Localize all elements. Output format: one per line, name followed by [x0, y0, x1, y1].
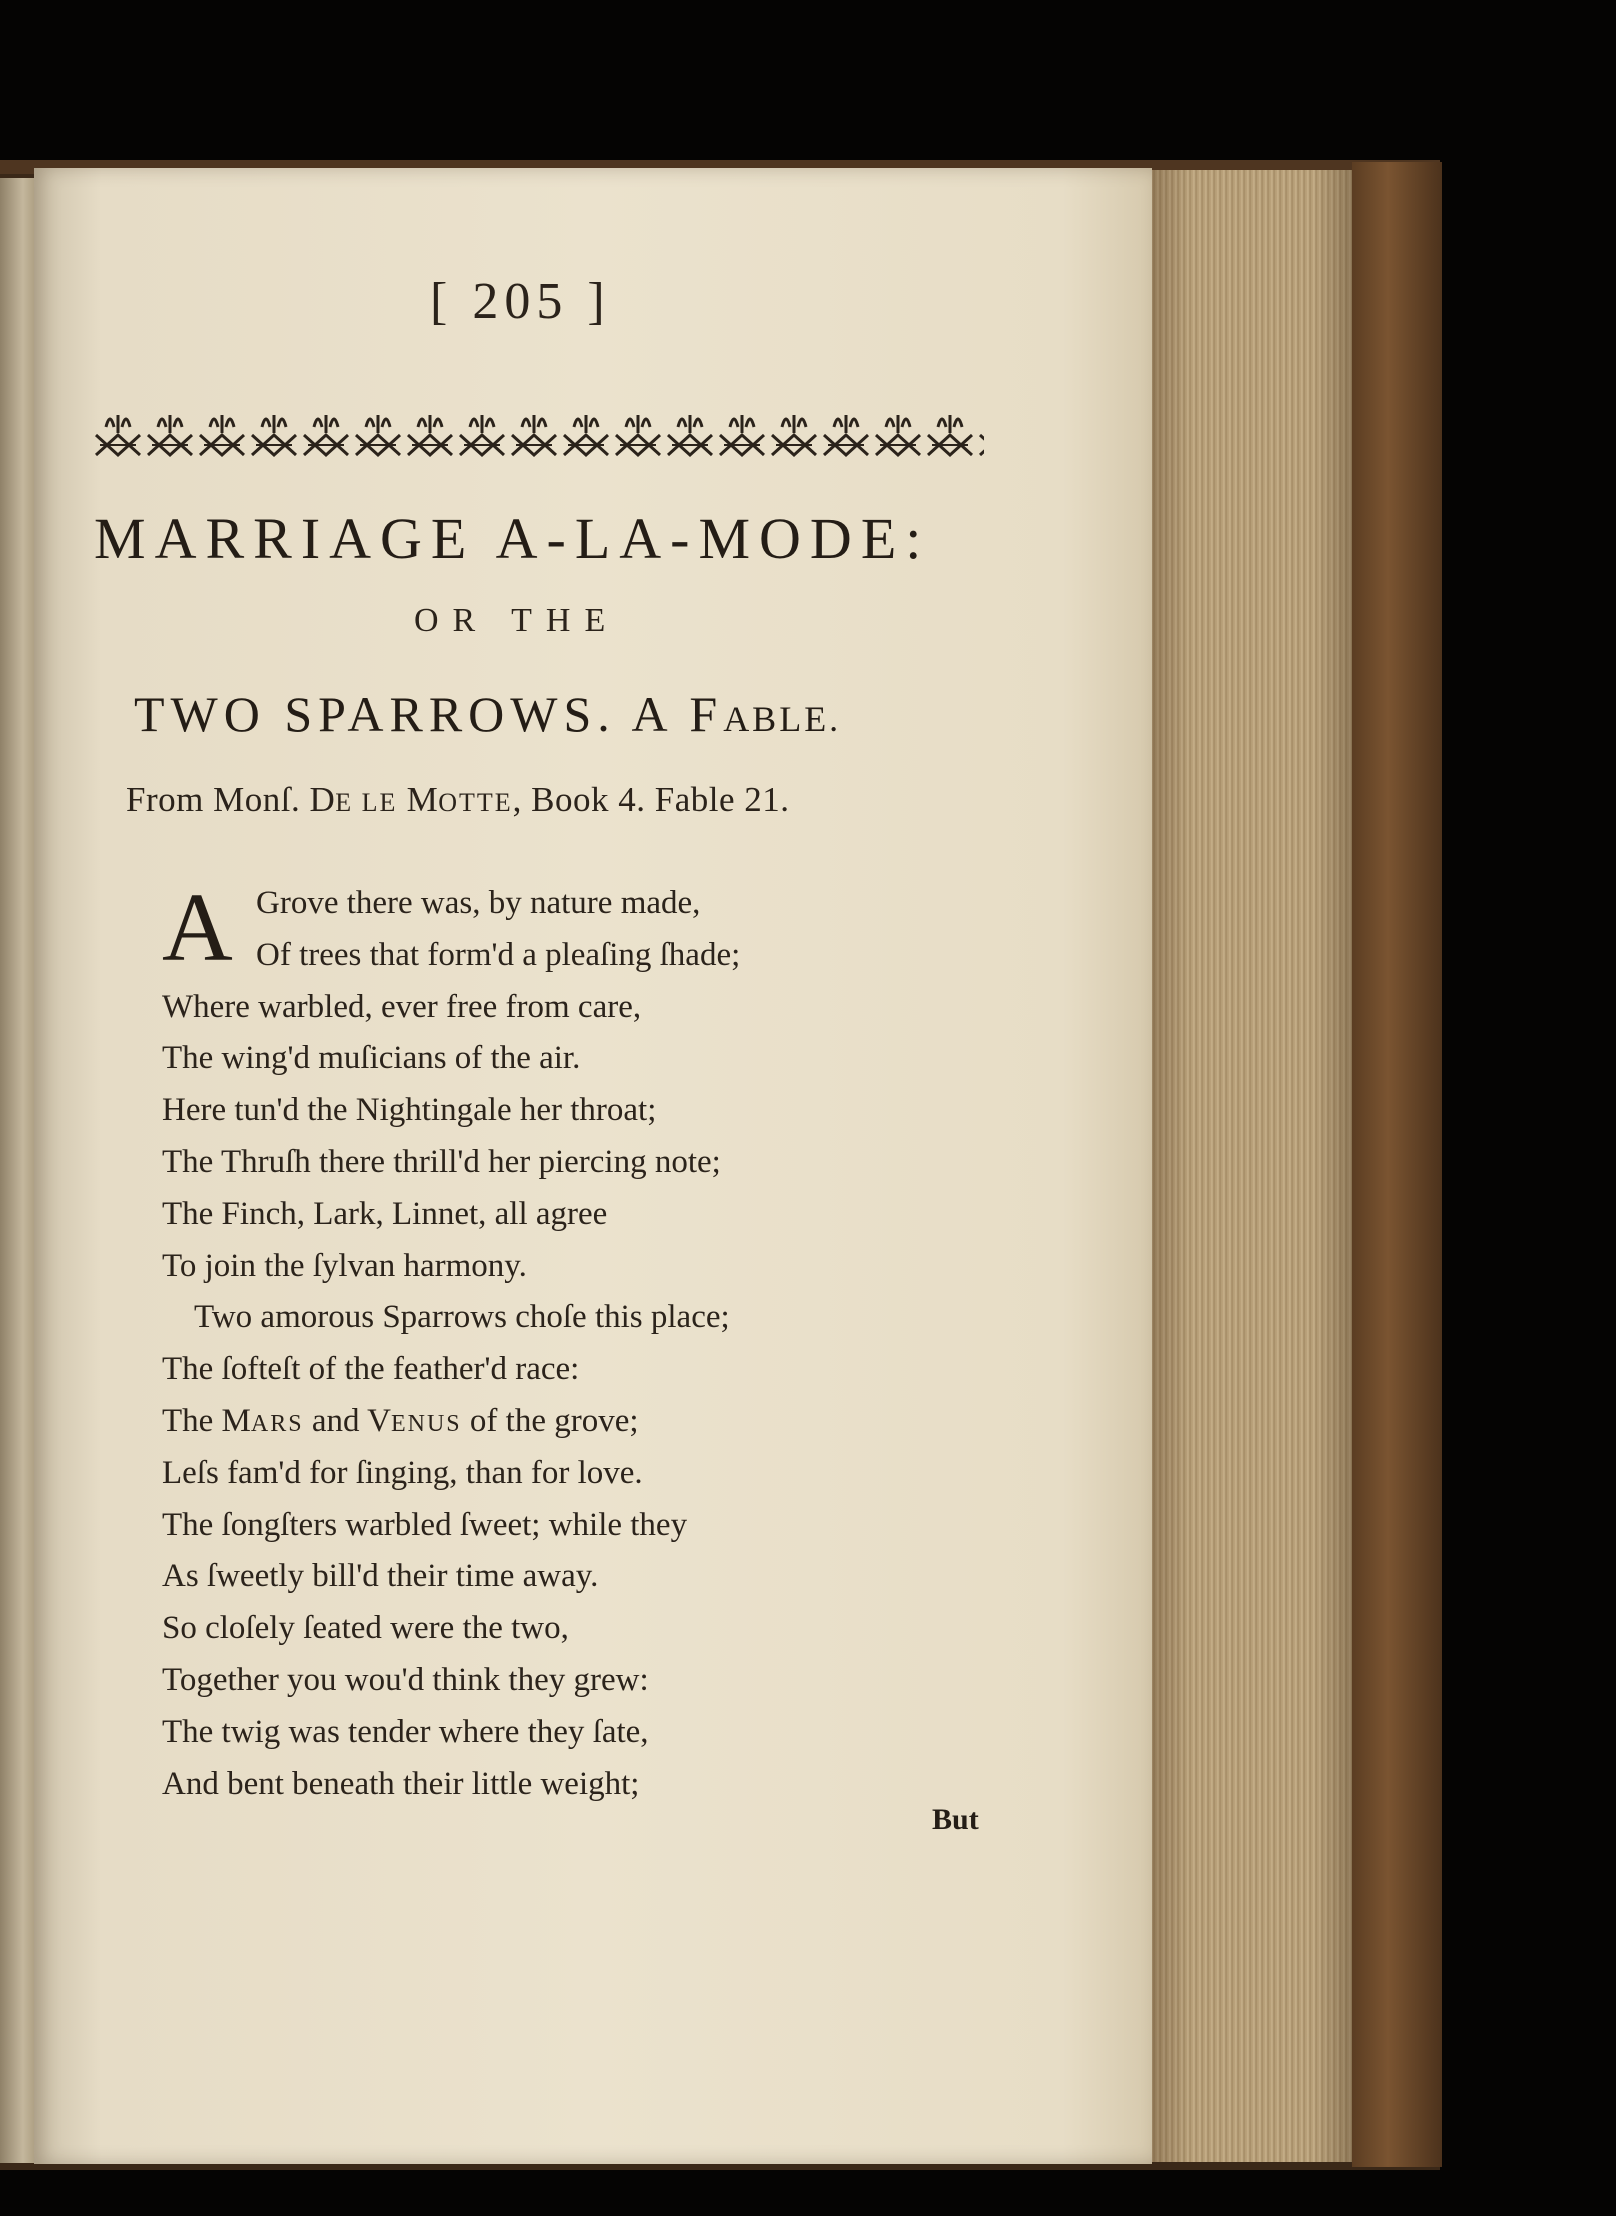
- poem-line: The wing'd muſicians of the air.: [162, 1040, 581, 1077]
- ornament-border: [92, 405, 984, 465]
- fable-title: MARRIAGE A-LA-MODE:: [94, 506, 931, 571]
- poem-line: The MARS and VENUS of the grove;: [162, 1402, 639, 1439]
- poem-line: And bent beneath their little weight;: [162, 1765, 640, 1802]
- poem-line: Two amorous Sparrows choſe this place;: [194, 1299, 730, 1336]
- poem-line: Of trees that form'd a pleaſing ſhade;: [256, 936, 741, 973]
- poem-line: Together you wou'd think they grew:: [162, 1661, 649, 1698]
- fable-subtitle: OR THE: [414, 602, 620, 639]
- poem-line: The ſongſters warbled ſweet; while they: [162, 1506, 688, 1543]
- poem-line: As ſweetly bill'd their time away.: [162, 1558, 599, 1595]
- fable-title-2: TWO SPARROWS. A FABLE.: [134, 686, 842, 742]
- poem-line: So cloſely ſeated were the two,: [162, 1610, 569, 1647]
- poem-line: The ſofteſt of the feather'd race:: [162, 1351, 580, 1388]
- poem-line: Where warbled, ever free from care,: [162, 988, 642, 1025]
- poem-line: Grove there was, by nature made,: [256, 885, 701, 921]
- poem-line: The Finch, Lark, Linnet, all agree: [162, 1195, 608, 1232]
- drop-cap: A: [162, 874, 233, 982]
- poem-line: The twig was tender where they ſate,: [162, 1713, 649, 1750]
- poem-line: Leſs fam'd for ſinging, than for love.: [162, 1454, 643, 1491]
- poem-text: [162, 874, 982, 1810]
- page-number: [ 205 ]: [430, 273, 611, 330]
- left-page-edge: [0, 178, 38, 2163]
- poem-line: To join the ſylvan harmony.: [162, 1247, 527, 1284]
- poem-line: Here tun'd the Nightingale her throat;: [162, 1092, 657, 1129]
- book-cover: [1352, 162, 1442, 2167]
- source-attribution: From Monſ. DE LE MOTTE, Book 4. Fable 21.: [126, 780, 790, 819]
- catchword: But: [932, 1803, 979, 1836]
- poem-line: The Thruſh there thrill'd her piercing note;: [162, 1143, 721, 1180]
